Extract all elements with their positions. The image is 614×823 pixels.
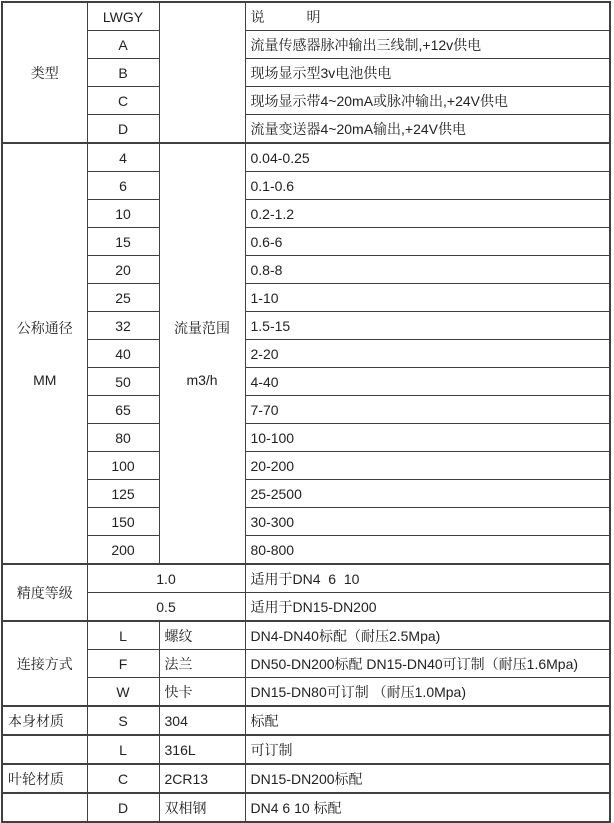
cell-dn: 100 (87, 452, 159, 480)
cell-material-desc: 标配 (245, 706, 610, 735)
table-row (2, 621, 610, 650)
cell-connection-name: 法兰 (159, 650, 245, 678)
cell-connection-desc: DN50-DN200标配 DN15-DN40可订制（耐压1.6Mpa) (245, 650, 610, 678)
table-row (2, 312, 610, 340)
table-row (2, 424, 610, 452)
type-spacer-cell (159, 2, 245, 143)
cell-dn: 50 (87, 368, 159, 396)
cell-flow-range: 25-2500 (245, 480, 610, 508)
cell-type-code: D (87, 115, 159, 144)
cell-type-desc: 流量传感器脉冲输出三线制,+12v供电 (245, 31, 610, 59)
section-label-type: 类型 (2, 2, 87, 143)
cell-dn: 65 (87, 396, 159, 424)
section-label-diameter (2, 143, 87, 564)
cell-material-code: L (87, 735, 159, 764)
cell-flow-range: 1.5-15 (245, 312, 610, 340)
table-row (2, 793, 610, 822)
spec-table (1, 1, 611, 823)
cell-flow-range: 0.1-0.6 (245, 172, 610, 200)
cell-dn: 32 (87, 312, 159, 340)
diameter-label-line2: MM (33, 372, 57, 388)
table-row (2, 593, 610, 622)
cell-dn: 80 (87, 424, 159, 452)
cell-accuracy-value: 0.5 (87, 593, 245, 622)
table-row (2, 143, 610, 172)
table-row (2, 87, 610, 115)
cell-accuracy-desc: 适用于DN15-DN200 (245, 593, 610, 622)
cell-dn: 40 (87, 340, 159, 368)
flow-range-label-line2: m3/h (186, 372, 218, 388)
cell-flow-range: 30-300 (245, 508, 610, 536)
cell-type-code: C (87, 87, 159, 115)
cell-flow-range: 10-100 (245, 424, 610, 452)
cell-dn: 15 (87, 228, 159, 256)
section-label-body-material: 本身材质 (2, 706, 87, 735)
cell-material-name: 316L (159, 735, 245, 764)
cell-flow-range: 0.2-1.2 (245, 200, 610, 228)
cell-model-code: LWGY (87, 2, 159, 31)
section-label-impeller-material: 叶轮材质 (2, 764, 87, 793)
cell-type-code: A (87, 31, 159, 59)
cell-type-code: B (87, 59, 159, 87)
cell-flow-range: 0.8-8 (245, 256, 610, 284)
table-row (2, 228, 610, 256)
cell-material-code: C (87, 764, 159, 793)
cell-connection-code: W (87, 678, 159, 707)
section-label-connection: 连接方式 (2, 621, 87, 706)
cell-accuracy-desc: 适用于DN4 6 10 (245, 564, 610, 593)
table-row (2, 536, 610, 565)
cell-connection-name: 螺纹 (159, 621, 245, 650)
table-row (2, 31, 610, 59)
cell-material-name: 双相钢 (159, 793, 245, 822)
table-row (2, 115, 610, 144)
flow-range-label (159, 143, 245, 564)
cell-flow-range: 20-200 (245, 452, 610, 480)
cell-dn: 200 (87, 536, 159, 565)
table-row (2, 480, 610, 508)
table-row (2, 678, 610, 707)
cell-type-desc: 现场显示型3v电池供电 (245, 59, 610, 87)
cell-dn: 6 (87, 172, 159, 200)
cell-flow-range: 0.6-6 (245, 228, 610, 256)
table-row (2, 564, 610, 593)
section-label-accuracy: 精度等级 (2, 564, 87, 621)
table-row (2, 396, 610, 424)
cell-connection-desc: DN4-DN40标配（耐压2.5Mpa) (245, 621, 610, 650)
cell-material-name: 2CR13 (159, 764, 245, 793)
table-row (2, 59, 610, 87)
diameter-label-line1: 公称通径 (16, 320, 73, 336)
cell-material-desc: 可订制 (245, 735, 610, 764)
table-row (2, 200, 610, 228)
table-row (2, 368, 610, 396)
cell-flow-range: 80-800 (245, 536, 610, 565)
cell-flow-range: 2-20 (245, 340, 610, 368)
cell-material-code: S (87, 706, 159, 735)
table-row (2, 284, 610, 312)
table-row (2, 340, 610, 368)
table-row (2, 706, 610, 735)
table-row (2, 172, 610, 200)
cell-connection-code: F (87, 650, 159, 678)
cell-type-desc: 现场显示带4~20mA或脉冲输出,+24V供电 (245, 87, 610, 115)
table-row-header (2, 2, 610, 31)
cell-dn: 4 (87, 143, 159, 172)
cell-flow-range: 0.04-0.25 (245, 143, 610, 172)
cell-connection-desc: DN15-DN80可订制 （耐压1.0Mpa) (245, 678, 610, 707)
cell-material-code: D (87, 793, 159, 822)
cell-dn: 20 (87, 256, 159, 284)
cell-description-header: 说 明 (245, 2, 610, 31)
empty-label-cell (2, 793, 87, 822)
cell-material-desc: DN15-DN200标配 (245, 764, 610, 793)
cell-dn: 125 (87, 480, 159, 508)
cell-flow-range: 4-40 (245, 368, 610, 396)
cell-dn: 150 (87, 508, 159, 536)
cell-material-desc: DN4 6 10 标配 (245, 793, 610, 822)
table-row (2, 650, 610, 678)
cell-flow-range: 1-10 (245, 284, 610, 312)
table-row (2, 508, 610, 536)
table-row (2, 452, 610, 480)
table-row (2, 256, 610, 284)
flow-range-label-line1: 流量范围 (174, 320, 230, 336)
cell-accuracy-value: 1.0 (87, 564, 245, 593)
cell-type-desc: 流量变送器4~20mA输出,+24V供电 (245, 115, 610, 144)
cell-connection-code: L (87, 621, 159, 650)
cell-material-name: 304 (159, 706, 245, 735)
cell-connection-name: 快卡 (159, 678, 245, 707)
table-row (2, 764, 610, 793)
cell-flow-range: 7-70 (245, 396, 610, 424)
cell-dn: 10 (87, 200, 159, 228)
cell-dn: 25 (87, 284, 159, 312)
